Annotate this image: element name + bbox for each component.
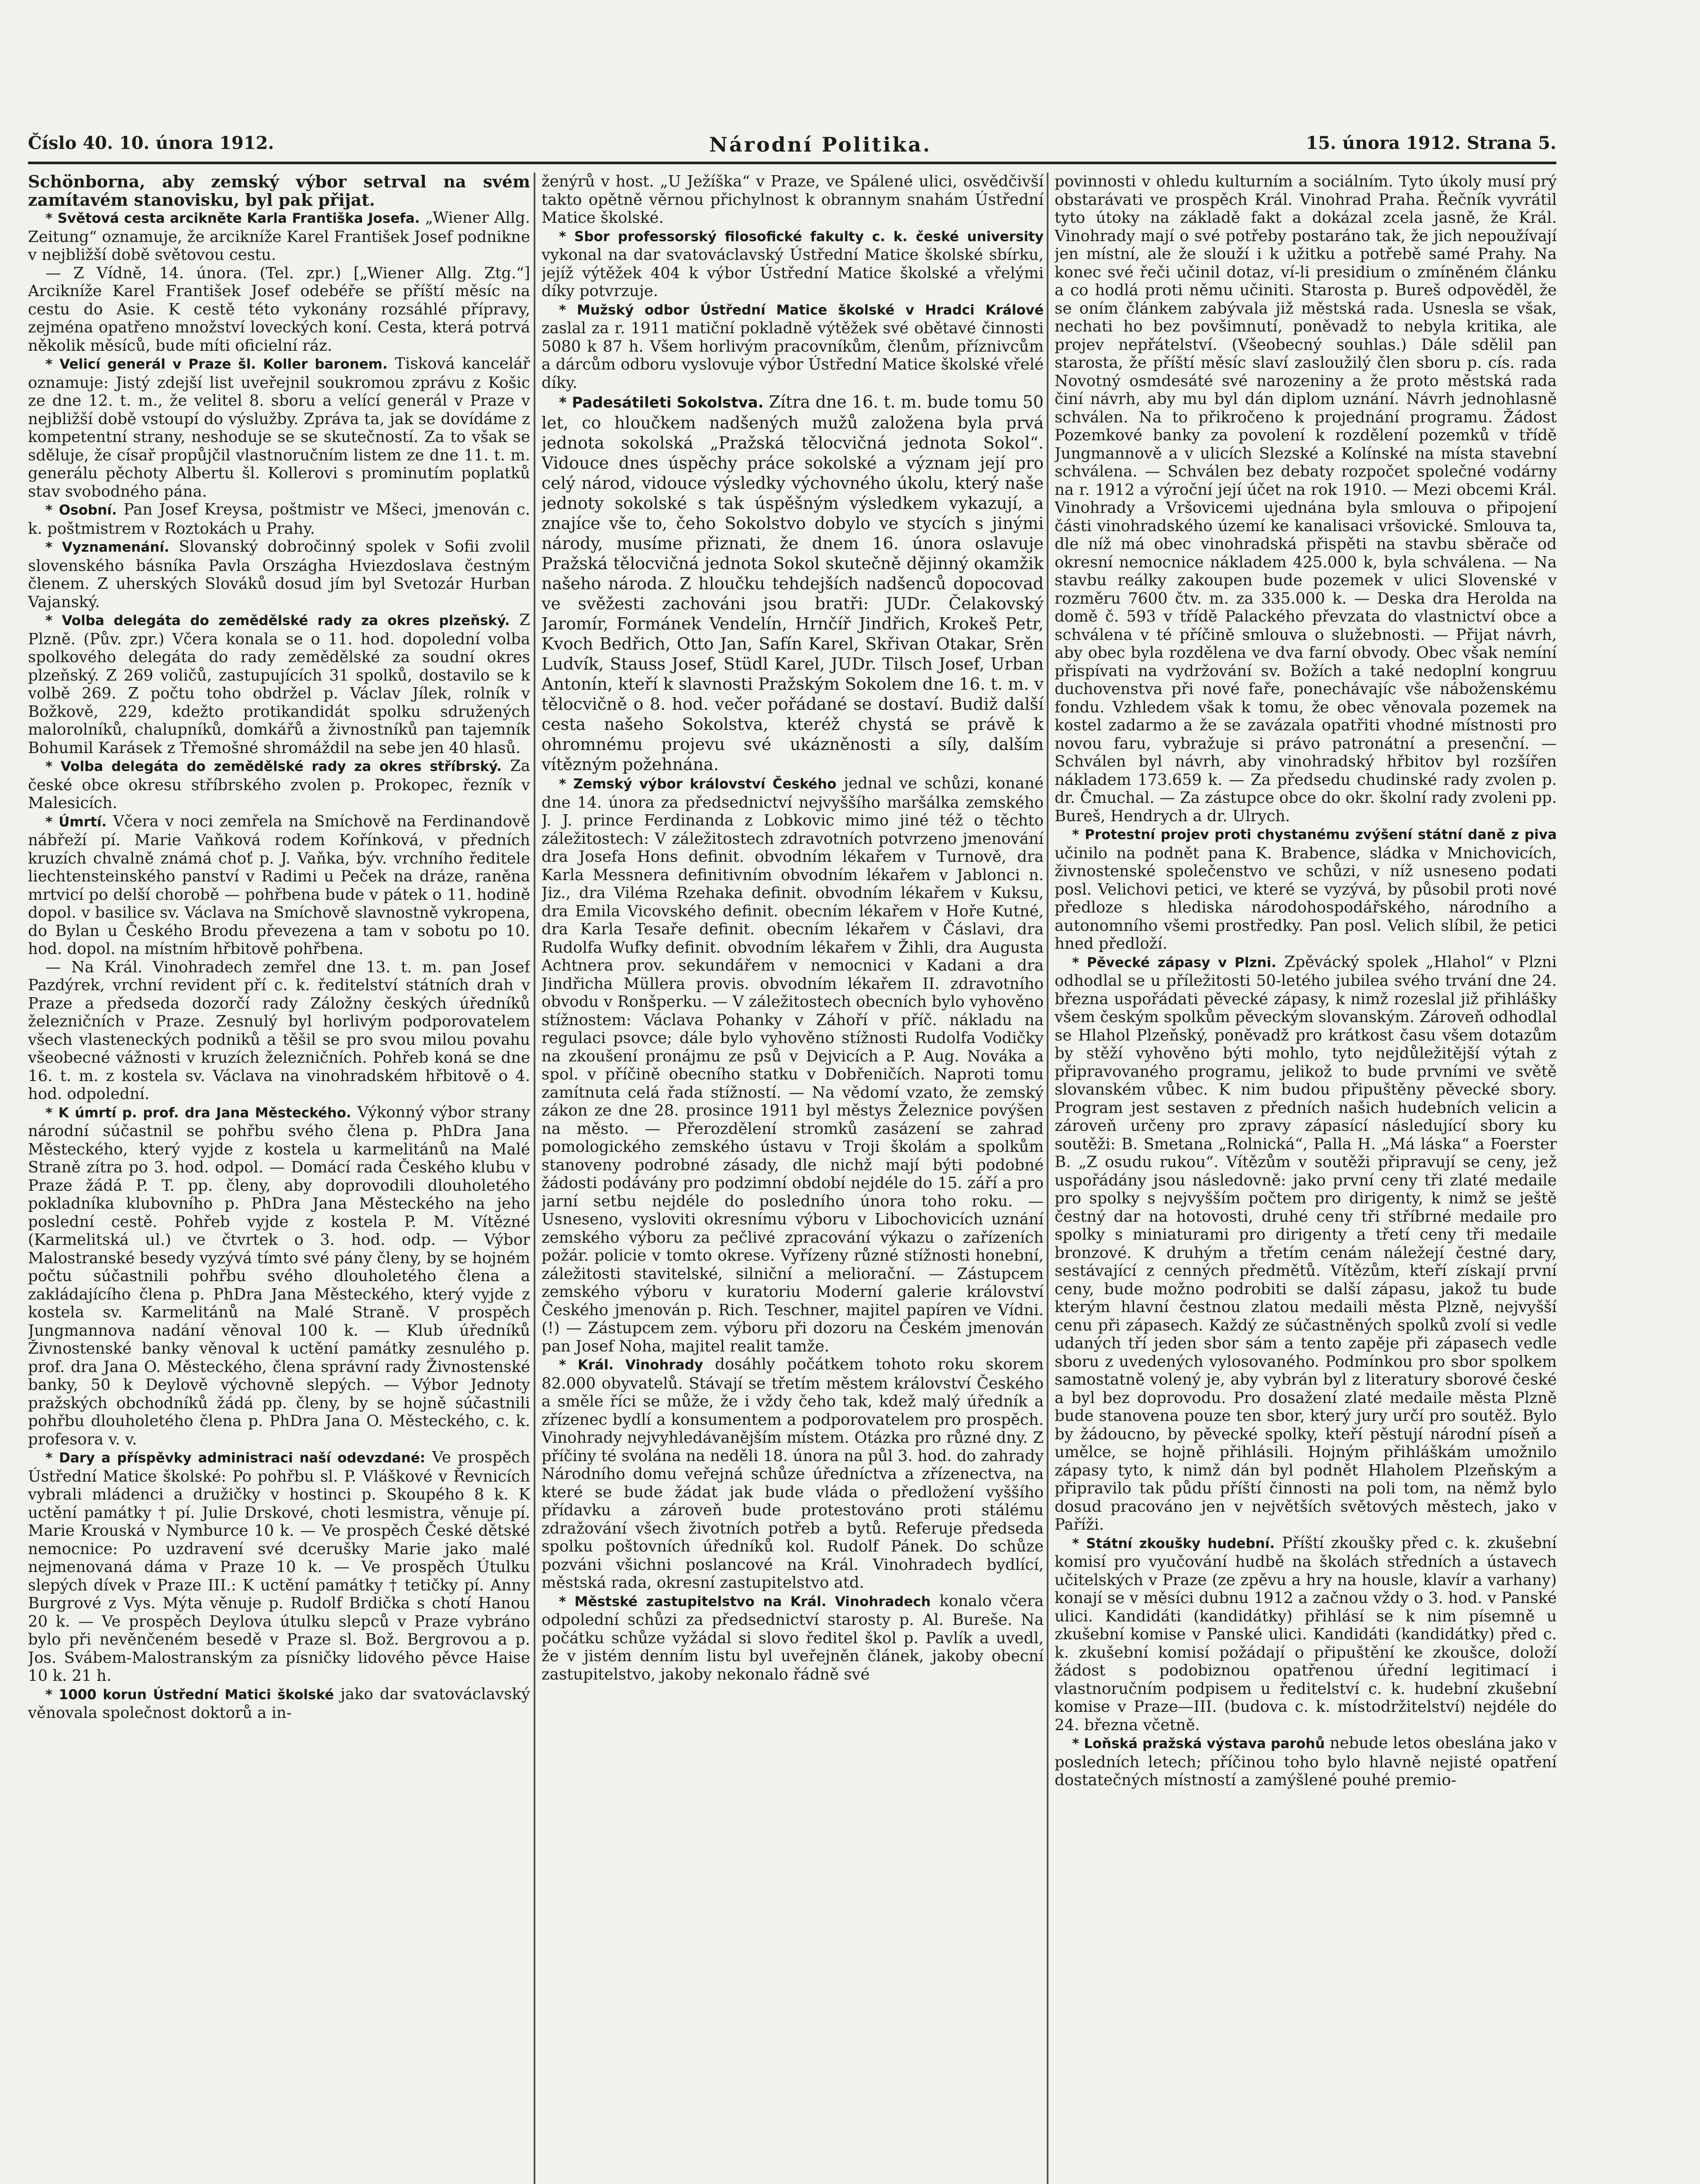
article-text: Zpěvácký spolek „Hlahol“ v Plzni odhodlal se u příležitosti 50-letého jubilea svého trvání dne 24. března uspořádati pěvecké zápasy, k nimž rozeslal již přihlášky všem českým spolkům pěveckým slovanským. Zároveň odhodlal se Hlahol Plzeňský, poněvadž pro krátkost času všem dotazům by stěží vyhověno býti mohlo, tyto nejdůležitější výtah z připravovaného programu, jelikož to bude prvními ve světě slovanském vůbec. K nim budou připuštěny pěvecké sbory. Program jest sestaven z předních našich hudebních velicin a zároveň určeny pro zpravy zápasící následující sbory ku soutěži: B. Smetana „Rolnická“, Palla H. „Má láska“ a Foerster B. „Z osudu rukou“. Vítězům v soutěži připravují se ceny, jež uspořádány jsou následovně: jako první ceny tři zlaté medaile pro spolky s nejvyšším počtem pro dirigenty, k nimž se ještě čestný dar na hotovosti, druhé ceny tři stříbrné medaile pro spolky s miniaturami pro dirigenty a třetí ceny tři medaile bronzové. K druhým a třetím cenám náležejí čestné dary, sestávající z cenných předmětů. Vítězům, kteří získají první ceny, bude možno podrobiti se další zápasu, jakož tu bude kterým hlavní čestnou zlatou medaili města Plzně, nejvyšší cenu při zápasech. Každý ze súčastněných spolků zvolí si vedle udaných tří jeden sbor sám a tento zapěje při zápasech vedle sboru z uvedených vylosovaného. Podmínkou pro sbor spolkem samostatně volený je, aby vybrán byl z literatury sborové české a byl bez doprovodu. Pro dosažení zlaté medaile města Plzně bude stanovena pouze ten sbor, který jury určí pro soutěž. Bylo by žádoucno, by pěvecké spolky, kteří pěstují národní píseň a umělce, se hojně přihlásili. Hojným přihláškám umožnilo zápasy tyto, k nimž dán byl podnět Hlaholem Plzeňským a připravilo tak půdu příští činnosti na poli tom, na němž bylo dosud pracováno jen v největších světových městech, jako v Paříži. (1055, 953, 1557, 1534)
article-text: učinilo na podnět pana K. Brabence, sládka v Mnichovicích, živnostenské společenstvo ve schůzi, v níž usneseno podati posl. Velichovi petici, ve které se vyzývá, by působil proti nové předloze s hlediska národohospodářského, národního a autonomního všemi prostředky. Pan posl. Velich slíbil, že petici hned předloží. (1055, 844, 1557, 953)
article-heading: * Zemský výbor království Českého (559, 776, 837, 792)
article-text: Z Plzně. (Pův. zpr.) Včera konala se o 11. hod. dopolední volba spolkového delegáta do rady zemědělské za soudní okres plzeňský. Z 269 voličů, zastupujících 31 spolků, dostavilo se k volbě 269. Z počtu toho obdržel p. Václav Jílek, rolník v Božkově, 229, kdežto protikandidát spolku sdružených malorolníků, chalupníků, domkářů a živnostníků pan tajemník Bohumil Karásek z Třemošné shromáždil na sebe jen 40 hlasů. (28, 611, 530, 757)
column-2 (541, 173, 1044, 2184)
article-text: dosáhly počátkem tohoto roku skorem 82.000 obyvatelů. Stávají se třetím městem království Českého a směle říci se může, že i vždy čeho tak, kdež malý úředník a zřízenec bydlí a konsumentem a podporovatelem pro prospěch. Vinohrady nejvyhledávanějším místem. Otázka pro různé dny. Z příčiny té svolána na neděli 18. února na půl 3. hod. do zahrady Národního domu veřejná schůze úředníctva a zřízenectva, na které se bude žádat jak bude vláda o předložení vyššího přídavku a zároveň bude protestováno proti stálému zdražování všech životních potřeb a bytů. Referuje předseda spolku poštovních úředníků kol. Rudolf Pánek. Do schůze pozváni všichni poslancové na Král. Vinohradech bydlící, městská rada, okresní zastupitelstvo atd. (541, 1355, 1044, 1592)
article-heading: * Pěvecké zápasy v Plzni. (1072, 954, 1276, 971)
date-page: 15. února 1912. Strana 5. (1306, 133, 1556, 153)
issue-number: Číslo 40. 10. února 1912. (28, 133, 274, 153)
article-heading: * Král. Vinohrady (559, 1357, 703, 1373)
masthead: Národní Politika. (709, 133, 932, 156)
article-heading: * Městské zastupitelstvo na Král. Vinohradech (559, 1593, 931, 1610)
article-lead: Schönborna, aby zemský výbor setrval na svém zamítavém stanovisku, byl pak přijat. (28, 173, 530, 210)
page-header (28, 131, 1556, 164)
article-heading: * K úmrtí p. prof. dra Jana Městeckého. (45, 1105, 352, 1121)
article-heading: * Světová cesta arcikněte Karla Františka Josefa. (45, 211, 420, 226)
article-text: ženýrů v host. „U Ježíška“ v Praze, ve Spálené ulici, osvědčivší takto opětně věrnou přichylnost k obrannym snahám Ústřední Matice školské. (541, 173, 1044, 227)
column-divider (1047, 173, 1048, 2184)
article (28, 538, 530, 611)
article-heading: * Státní zkoušky hudební. (1072, 1535, 1275, 1552)
article-heading: * Vyznamenání. (45, 539, 169, 555)
article (28, 611, 530, 757)
article (541, 1592, 1044, 1684)
article (28, 1685, 530, 1722)
article (1055, 1734, 1557, 1790)
column-divider (534, 173, 535, 2184)
article-heading: * Loňská pražská výstava parohů (1072, 1736, 1325, 1752)
article (1055, 1534, 1557, 1735)
article-heading: * Volba delegáta do zemědělské rady za okres stříbrský. (45, 759, 502, 774)
article (541, 1355, 1044, 1592)
article-heading: * Sbor professorský filosofické fakulty c. k. české university (559, 228, 1044, 245)
article-text: Ve prospěch Ústřední Matice školské: Po pohřbu sl. P. Vláškové v Řevnicích vybrali mládenci a družičky v hostinci p. Skoupého 8 k. K uctění památky † pí. Julie Drskové, choti lesmistra, věnuje pí. Marie Krouská v Nymburce 10 k. — Ve prospěch České dětské nemocnice: Po uzdravení své dcerušky Marie jako malé nejmenovaná dáma v Praze 10 k. — Ve prospěch Útulku slepých dívek v Praze III.: K uctění památky † tetičky pí. Anny Burgrové z Vys. Mýta věnuje p. Rudolf Brdička s chotí Hanou 20 k. — Ve prospěch Deylova útulku slepců v Praze vybráno bylo při nevěnčeném besedě v Praze sl. Bož. Bergrovou a p. Jos. Svábem-Malostranským za písničky lidového pěvce Haise 10 k. 21 h. (28, 1448, 530, 1685)
article (541, 392, 1044, 774)
article-text: Výkonný výbor strany národní súčastnil se pohřbu svého člena p. PhDra Jana Městeckého, který vyjde z kostela u karmelitánů na Malé Straně zítra po 3. hod. odpol. — Domácí rada Českého klubu v Praze žádá P. T. pp. členy, aby doprovodili dlouholetého pokladníka klubovního p. PhDra Jana Městeckého na jeho poslední cestě. Pohřeb vyjde z kostela P. M. Vítězné (Karmelitská ul.) ve čtvrtek o 3. hod. odp. — Výbor Malostranské besedy vyzývá tímto své pány členy, by se hojném počtu súčastnili pohřbu svého dlouholetého člena a zakládajícího člena p. PhDra Jana Městeckého, který vyjde z kostela sv. Karmelitánů na Malé Straně. V prospěch Jungmannova nadání věnoval 100 k. — Klub úředníků Živnostenské banky věnoval k uctění památky zesnulého p. prof. dra Jana O. Městeckého, člena správní rady Živnostenské banky, 50 k Deylově výchovně slepých. — Výbor Jednoty pražských obchodníků žádá pp. členy, by se hojně súčastnili pohřbu dlouholetého člena p. PhDra Jana O. Městeckého, c. k. profesora v. v. (28, 1103, 530, 1448)
article (541, 227, 1044, 301)
article-text: Zítra dne 16. t. m. bude tomu 50 let, co hloučkem nadšených mužů založena byla prvá jednota sokolská „Pražská tělocvičná jednota Sokol“. Vidouce dnes úspěchy práce sokolské a význam její pro celý národ, vidouce výsledky výchovného úkolu, který naše jednoty sokolské s tak úspěšným výsledkem vykazují, a znajíce vše to, čeho Sokolstvo dobylo ve stycích s jinými národy, musíme přiznati, že dnem 16. února oslavuje Pražská tělocvičná jednota Sokol skutečně dějinný okamžik našeho národa. Z hloučku tehdejších nadšenců dopocovad ve svěžesti zachováni jsou bratři: JUDr. Čelakovský Jaromír, Formánek Vendelín, Hrnčíř Jindřich, Krokeš Petr, Kvoch Bedřich, Otto Jan, Safín Karel, Skřivan Otakar, Srěn Ludvík, Stauss Josef, Stüdl Karel, JUDr. Tilsch Josef, Urban Antonín, kteří k slavnosti Pražským Sokolem dne 16. t. m. v tělocvičně o 8. hod. večer pořádané se dostaví. Budiž další cesta našeho Sokolstva, kteréž chystá se právě k ohromnému projevu své ukázněnosti a síly, dalším vítězným požehnána. (541, 392, 1044, 774)
article-heading: * Osobní. (45, 502, 117, 518)
article (28, 209, 530, 264)
article-text: Příští zkoušky před c. k. zkušební komisí pro vyučování hudbě na školách středních a ústavech učitelských v Praze (ze zpěvu a hry na housle, klavír a varhany) konají se v měsíci dubnu 1912 a začnou vždy o 3. hod. v Panské ulici. Kandidáti (kandidátky) přihlásí se k nim písemně u zkušební komise v Panské ulici. Kandidáti (kandidátky) před c. k. zkušební komisí požádají o připuštění ke zkoušce, doloží žádost s podobiznou opatřenou úřední legitimací i vlastnoručním podpisem u ředitelství c. k. hudební zkušební komise v Praze—III. (budova c. k. místodržitelství) nejdéle do 24. března včetně. (1055, 1534, 1557, 1734)
article-heading: * 1000 korun Ústřední Matici školské (45, 1686, 334, 1703)
article (28, 501, 530, 538)
article-text: Tisková kancelář oznamuje: Jistý zdejší list uveřejnil soukromou zprávu z Košic ze dne 12. t. m., že velitel 8. sboru a velící generál v Praze v nejbližší době vstoupí do výslužby. Zpráva ta, jak se dovídáme z kompetentní strany, neshoduje se se skutečností. Za to však se sděluje, že císař propůjčil vlastnoručním listem ze dne 11. t. m. generálu pěchoty Albertu šl. Kollerovi s prominutím poplatků stav svobodného pána. (28, 355, 530, 501)
article-heading: * Dary a příspěvky administraci naší odevzdané: (45, 1450, 426, 1466)
article (28, 812, 530, 958)
article (541, 774, 1044, 1355)
article-heading: * Velicí generál v Praze šl. Koller baronem. (45, 356, 388, 372)
column-1 (28, 173, 530, 2184)
article (28, 1103, 530, 1449)
article (1055, 825, 1557, 953)
article-text: nebude letos obeslána jako v posledních letech; příčinou toho bylo hlavně nejisté opatření dostatečných místností a zamýšlené pouhé premio- (1055, 1734, 1557, 1789)
article-text: — Na Král. Vinohradech zemřel dne 13. t. m. pan Josef Pazdýrek, vrchní revident pří c. k. ředitelství státních drah v Praze a předseda dozorčí rady Záložny českých úředníků železničních v Praze. Zesnulý byl horlivým podporovatelem všech vlasteneckých podniků a těšil se pro svou milou povahu všeobecné vážnosti v kruzích železničních. Pohřeb koná se dne 16. t. m. z kostela sv. Václava na vinohradském hřbitově o 4. hod. odpolední. (28, 958, 530, 1103)
article-text: Za české obce okresu stříbrského zvolen p. Prokopec, řezník v Malesicích. (28, 757, 530, 812)
article-heading: * Úmrtí. (45, 814, 107, 830)
article (541, 301, 1044, 392)
column-3 (1055, 173, 1557, 2184)
article-text: jednal ve schůzi, konané dne 14. února za předsednictví nejvyššího maršálka zemského J. J. prince Ferdinanda z Lobkovic mimo jiné též o těchto záležitostech: V záležitostech zdravotních potvrzeno jmenování dra Josefa Hons definit. obvodním lékařem v Turnově, dra Karla Messnera definitivním obvodním lékařem v Jablonci n. Jiz., dra Viléma Rzehaka definit. obvodním lékařem v Kuksu, dra Emila Vicovského definit. obecním lékařem v Hoře Kutné, dra Karla Tesaře definit. obecním lékařem v Čáslavi, dra Rudolfa Wufky definit. obvodním lékařem v Žihli, dra Augusta Achtnera prov. sekundářem v nemocnici v Kadani a dra Jindřicha Müllera provis. obvodním lékařem II. zdravotního obvodu v Ronšperku. — V záležitostech obecních bylo vyhověno stížnostem: Václava Pohanky v Záhoří v příč. nákladu na regulaci psovce; dále bylo vyhověno stížnosti Rudolfa Vodičky na zkoušení pronájmu ze psů v Dejvicích a P. Aug. Nováka a spol. v příčině obecního statku v Dobřeničích. Naproti tomu zamítnuta celá řada stížností. — Na vědomí vzato, že zemský zákon ze dne 28. prosince 1911 byl městys Železnice povýšen na město. — Přerozdělení stromků zasázení se zahrad pomologického zemského ústavu v Troji školám a spolkům stanoveny podrobné zásady, dle nichž mají býti podobné žádosti podávány pro podzimní období nejdéle do 15. září a pro jarní setbu nejdéle do posledního února toho roku. — Usneseno, vysloviti okresnímu výboru v Libochovicích uznání zemského výboru za pečlivé zpracování výkazu o zařízeních požár. policie v tomto okrese. Vyřízeny různé stížnosti honební, záležitosti stavitelské, silniční a meliorační. — Zástupcem zemského výboru v kuratoriu Moderní galerie království Českého jmenován p. Rich. Teschner, majitel papíren ve Vídni. (!) — Zástupcem zem. výboru při dozoru na Českém jmenován pan Josef Noha, majitel realit tamže. (541, 774, 1044, 1355)
article-text: vykonal na dar svatováclavský Ústřední Matice školské sbírku, jejíž výtěžek 404 k výbor Ústřední Matice školské a vřelými díky potvrzuje. (541, 246, 1044, 300)
article-heading: * Padesátileti Sokolstva. (559, 394, 764, 411)
article-text: — Z Vídně, 14. února. (Tel. zpr.) [„Wiener Allg. Ztg.“] Arcikníže Karel František Josef odebéře se příští měsíc na cestu do Asie. K cestě této vykonány rozsáhlé přípravy, zejména opatřeno množství loveckých koní. Cesta, která potrvá několik měsíců, bude míti oficielní ráz. (28, 264, 530, 355)
article-text: „Wiener Allg. Zeitung“ oznamuje, že arcikníže Karel František Josef podnikne v nejbližší době světovou cestu. (28, 209, 530, 264)
article-text: jako dar svatováclavský věnovala společnost doktorů a in- (28, 1685, 530, 1722)
article-heading: * Volba delegáta do zemědělské rady za okres plzeňský. (45, 613, 510, 629)
article-text: Slovanský dobročinný spolek v Sofii zvolil slovenského básníka Pavla Országha Hviezdoslava čestným členem. Z uherských Slováků dosud jím byl Svetozár Hurban Vajanský. (28, 538, 530, 611)
article-heading: * Protestní projev proti chystanému zvýšení státní daně z piva (1072, 827, 1557, 843)
article (28, 1448, 530, 1685)
article-heading: * Mužský odbor Ústřední Matice školské v Hradci Králové (559, 302, 1044, 318)
article-text: Pan Josef Kreysa, poštmistr ve Mšeci, jmenován c. k. poštmistrem v Roztokách u Prahy. (28, 501, 530, 538)
article-text: povinnosti v ohledu kulturním a sociálním. Tyto úkoly musí prý obstarávati ve prospěch Král. Vinohrad Praha. Řečník vyvrátil tyto útoky na základě fakt a dokázal zcela jasně, že Král. Vinohrady mají o své potřeby postaráno tak, že jich nepoužívají jen místní, ale že slouží i k užitku a potřebě samé Prahy. Na konec své řeči učinil dotaz, ví-li presidium o zmíněném článku a co hodlá proti němu učiniti. Starosta p. Bureš odpověděl, že se oním článkem zabývala již městská rada. Usnesla se však, nechati ho bez povšimnutí, poněvadž to nebyla kritika, ale projev nepřátelství. (Všeobecný souhlas.) Dále sdělil pan starosta, že příští měsíc slaví zasloužilý člen sboru p. cís. rada Novotný osmdesáté své narozeniny a že proto městská rada činí návrh, aby mu byl dán diplom uznání. Návrh jednohlasně schválen. Na to přikročeno k projednání programu. Žádost Pozemkové banky za povolení k rozdělení pozemků v třídě Jungmannově a v ulicích Slezské a Kolínské na místa stavební schválena. — Schválen bez debaty rozpočet společné vodárny na r. 1912 a výroční její účet na rok 1910. — Mezi obcemi Král. Vinohrady a Vršovicemi ujednána byla smlouva o připojení části vinohradského území ke kanalisaci vršovické. Smlouva ta, dle níž má obec vinohradská přispěti na stavbu sběrače od okresní nemocnice nákladem 425.000 k, byla schválena. — Na stavbu reálky zakoupen bude pozemek v ulici Slovenské v rozměru 7600 čtv. m. za 335.000 k. — Deska dra Herolda na domě č. 593 v třídě Palackého převzata do vlastnictví obce a schválena v té příčině smlouva o služebnosti. — Přijat návrh, aby obec byla rozdělena ve dva farní obvody. Obec však nemíní přispívati na vydržování sv. Božích a také nedoplní kongruu duchovenstva při nové faře, ponechávajíc vše náboženskému fondu. Vzhledem však k tomu, že obec věnovala pozemek na kostel zadarmo a že se zavázala opatřiti vhodné místnosti pro novou faru, vybražuje si právo patronátní a presenční. — Schválen byl návrh, aby vinohradský hřbitov byl rozšířen nákladem 173.659 k. — Za předsedu chudinské rady zvolen p. dr. Čmuchal. — Za zástupce obce do okr. školní rady zvoleni pp. Bureš, Hendrych a dr. Ulrych. (1055, 173, 1557, 825)
article-text: konalo včera odpolední schůzi za předsednictví starosty p. Al. Bureše. Na počátku schůze vyžádal si slovo ředitel škol p. Pavlík a uvedl, že v jistém denním listu byl uveřejněn článek, jakoby obecní zastupitelstvo, jakoby nekonalo řádně své (541, 1592, 1044, 1683)
article (28, 355, 530, 501)
article (1055, 953, 1557, 1534)
article (28, 757, 530, 812)
article-text: Včera v noci zemřela na Smíchově na Ferdinandově nábřeží pí. Marie Vaňková rodem Kořínková, v předních kruzích chvalně známá choť p. J. Vaňka, býv. vrchního ředitele liechtensteinského panství v Radimi u Peček na dráze, raněna mrtvicí po delší chorobě — pohřbena bude v pátek o 11. hodině dopol. v basilice sv. Václava na Smíchově slavnostně vykropena, do Bylan u Českého Brodu převezena a tam v sobotu po 10. hod. dopol. na místním hřbitově pohřbena. (28, 812, 530, 958)
article-text: zaslal za r. 1911 matiční pokladně výtěžek své obětavé činnosti 5080 k 87 h. Všem horlivým pracovníkům, členům, příznivcům a dárcům odboru vyslovuje výbor Ústřední Matice školské vřelé díky. (541, 319, 1044, 392)
